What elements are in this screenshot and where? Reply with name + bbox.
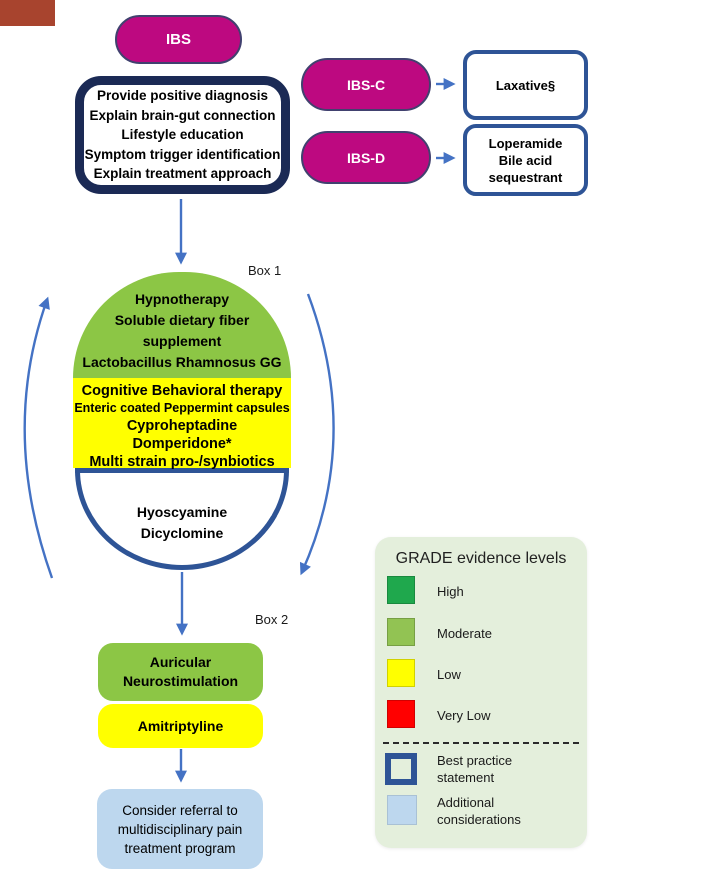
legend-label-very-low: Very Low [437,708,491,723]
ibs-c-node [301,58,431,111]
low-evidence-items [73,382,291,471]
cycle-green-line: supplement [142,333,222,349]
ibs-label: IBS [165,31,191,48]
ibs-d-label: IBS-D [346,149,386,166]
legend-label-additional-considerations: Additional considerations [437,795,521,827]
auricular-neurostimulation-box [98,643,263,701]
best-practice-items [73,502,291,544]
auricular-label: Auricular Neurostimulation [122,654,239,689]
cycle-yellow-line: Cyproheptadine [126,418,238,434]
laxative-label: Laxative§ [495,77,556,93]
box2-label: Box 2 [255,612,289,627]
loperamide-line: Bile acid [498,152,553,168]
intro-line: Provide positive diagnosis [96,88,269,104]
cycle-white-line: Dicyclomine [140,525,224,541]
cycle-arrow-right-down [302,294,334,572]
legend-swatch-high [387,576,415,604]
legend-label-moderate: Moderate [437,626,492,641]
legend-swatch-moderate [387,618,415,646]
cycle-white-line: Hyoscyamine [136,504,228,520]
initial-management-box [75,76,290,194]
cycle-green-line: Soluble dietary fiber [114,312,250,328]
cycle-green-line: Lactobacillus Rhamnosus GG [82,354,282,370]
grade-legend [375,537,587,848]
page-corner-marker [0,0,55,26]
cycle-arrow-left-up [25,300,52,578]
intro-line: Explain treatment approach [93,166,272,182]
loperamide-line: sequestrant [488,169,563,185]
moderate-evidence-items [73,289,291,373]
laxative-box [463,50,588,120]
cycle-yellow-line: Enteric coated Peppermint capsules [74,401,290,415]
cycle-yellow-line: Multi strain pro-/synbiotics [89,454,275,470]
cycle-yellow-line: Cognitive Behavioral therapy [81,383,283,399]
cycle-green-line: Hypnotherapy [134,291,230,307]
legend-swatch-best-practice [385,753,417,785]
intro-line: Explain brain-gut connection [89,107,276,123]
legend-swatch-additional-considerations [387,795,417,825]
legend-label-high: High [437,584,464,599]
amitriptyline-label: Amitriptyline [137,718,224,734]
cycle-yellow-line: Domperidone* [132,436,232,452]
box1-label: Box 1 [248,263,282,278]
referral-label: Consider referral to multidisciplinary pain treatment program [117,802,243,856]
ibs-d-node [301,131,431,184]
legend-swatch-low [387,659,415,687]
referral-consideration-box [97,789,263,869]
legend-title: GRADE evidence levels [395,550,567,567]
intro-line: Symptom trigger identification [84,146,281,162]
loperamide-line: Loperamide [488,135,563,151]
legend-label-low: Low [437,667,461,682]
intro-line: Lifestyle education [121,127,244,143]
amitriptyline-box [98,704,263,748]
legend-divider [383,742,579,744]
legend-swatch-very-low [387,700,415,728]
legend-label-best-practice: Best practice statement [437,753,513,785]
ibs-node [115,15,242,64]
ibs-c-label: IBS-C [346,76,386,93]
loperamide-box [463,124,588,196]
box1-treatment-cycle [73,272,291,572]
